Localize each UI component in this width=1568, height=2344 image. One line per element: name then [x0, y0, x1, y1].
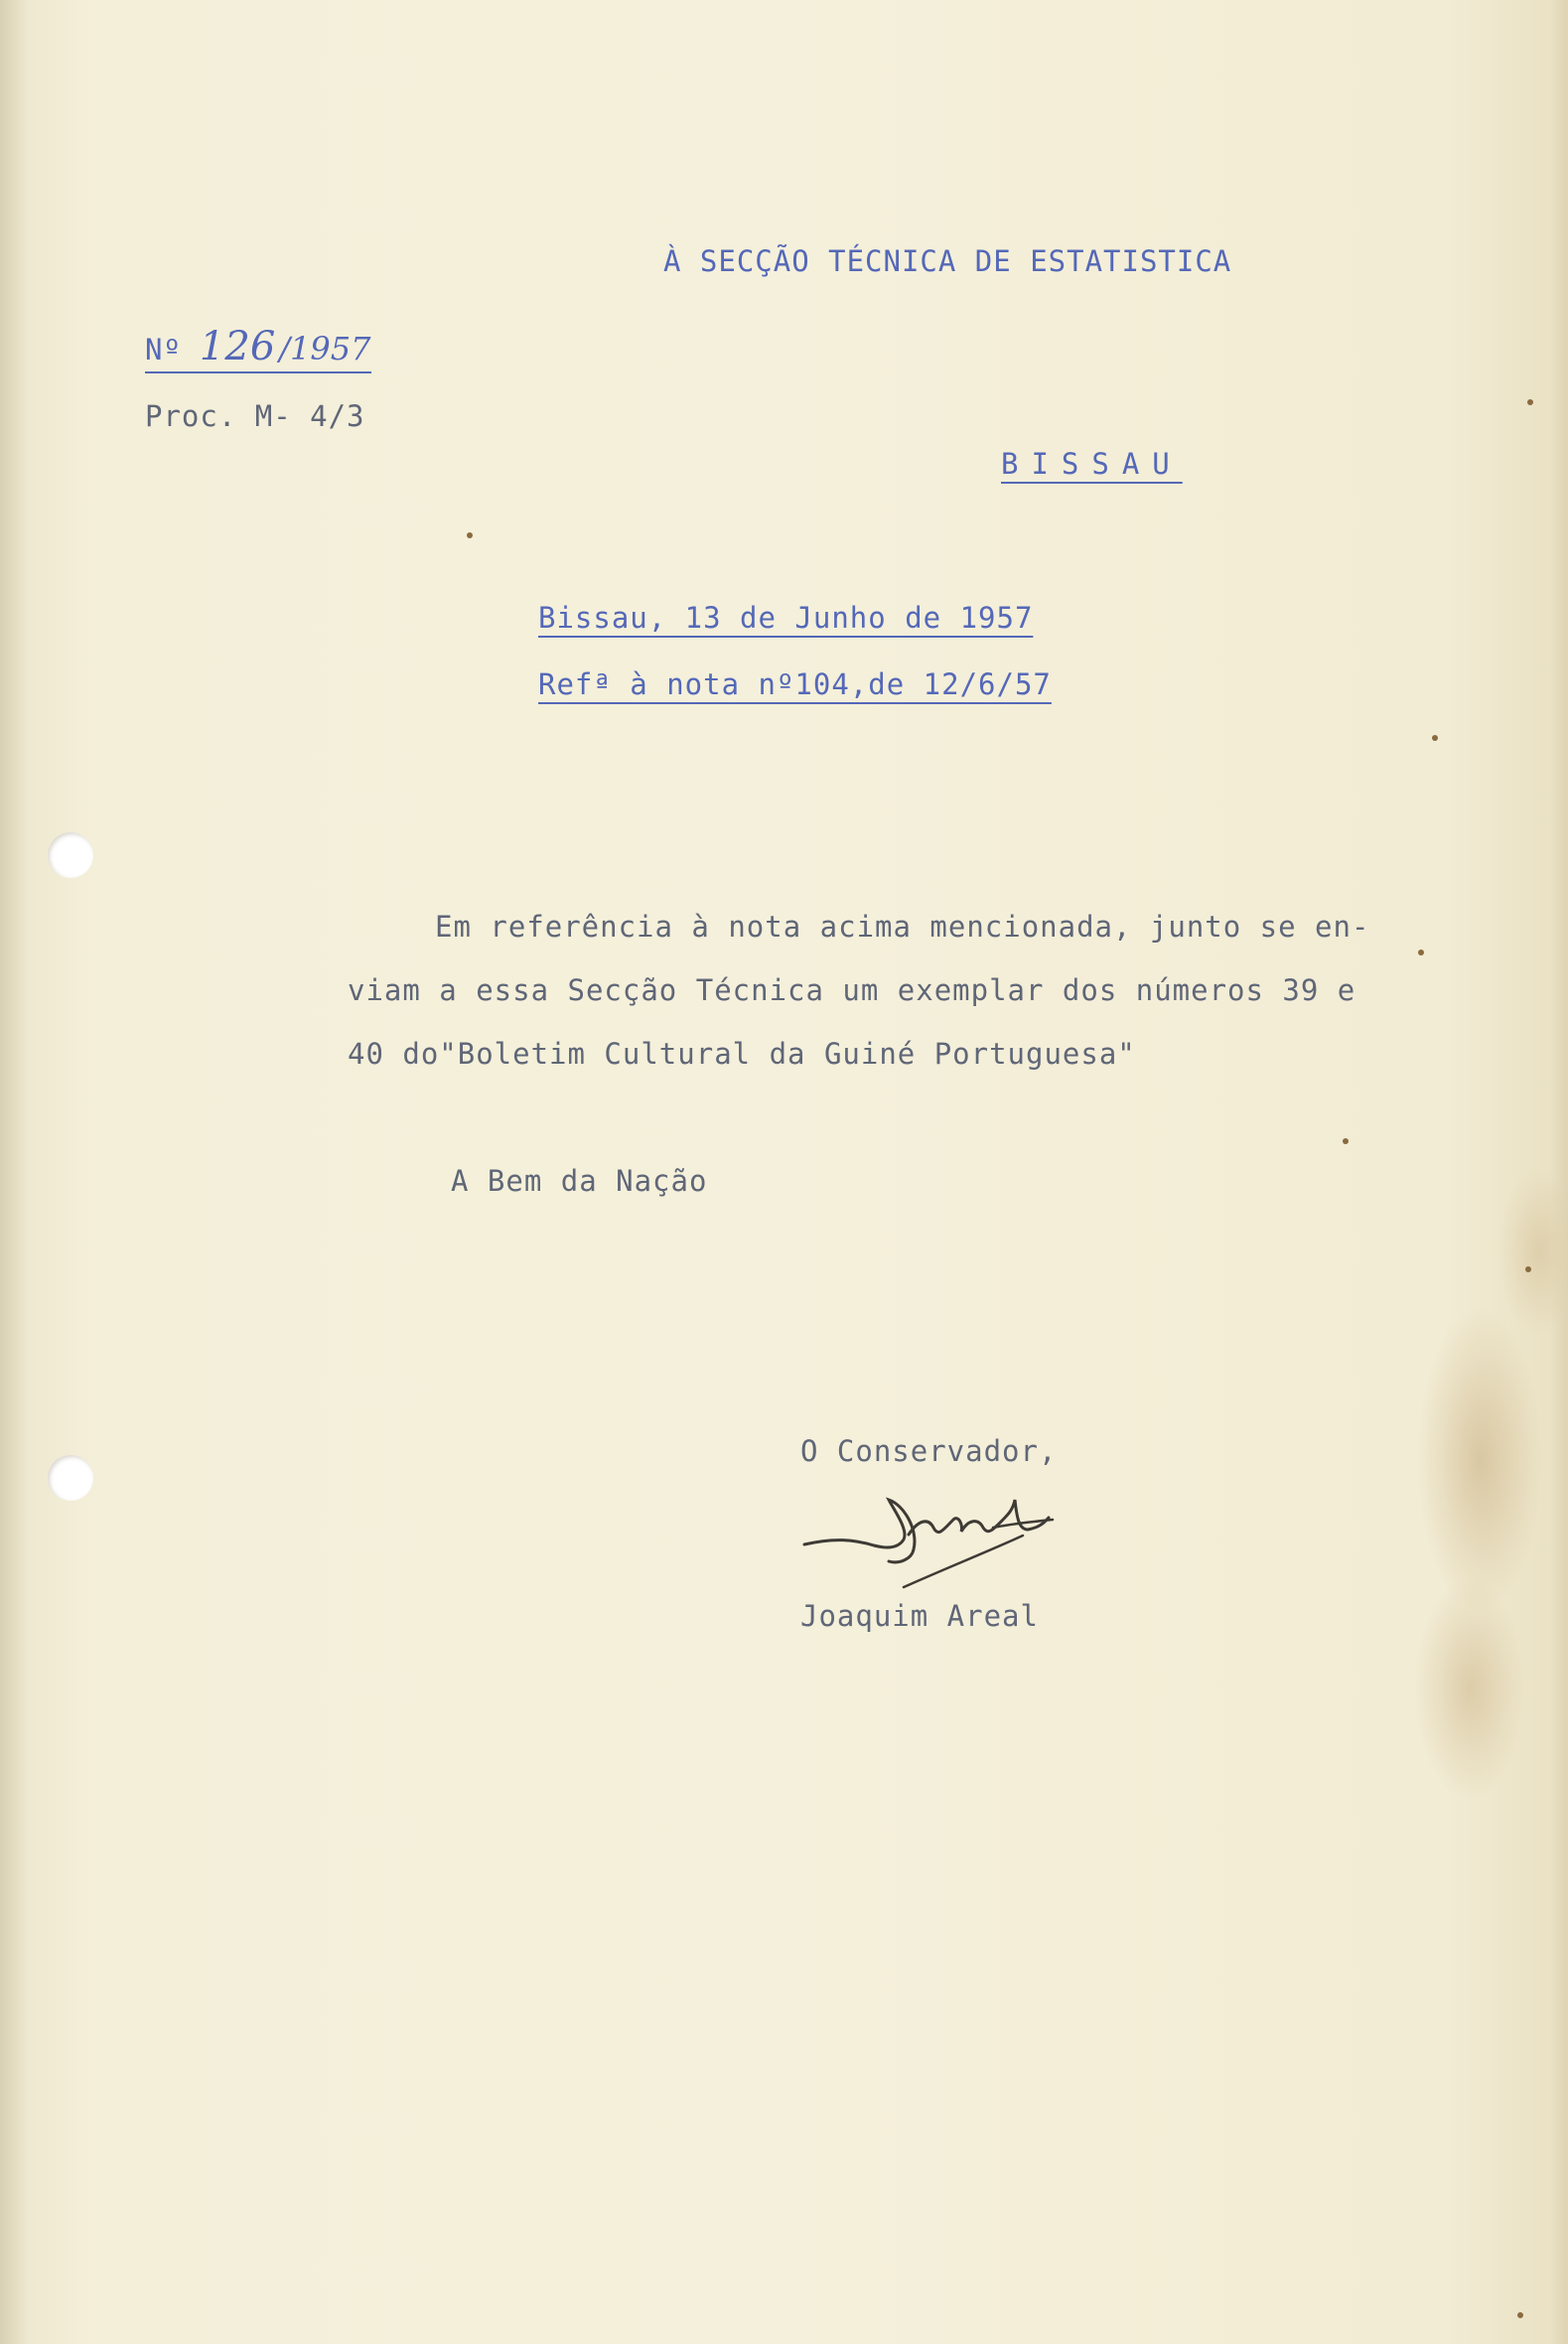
dateline-date: Bissau, 13 de Junho de 1957	[538, 601, 1034, 635]
paper-speck	[1517, 2312, 1523, 2318]
paper-speck	[1432, 735, 1438, 741]
body-line-3: 40 do"Boletim Cultural da Guiné Portuguesa"	[348, 1037, 1136, 1071]
left-edge-shadow	[0, 0, 28, 2344]
dateline-ref-note: Refª à nota nº104,de 12/6/57	[538, 667, 1052, 701]
paper-speck	[1418, 950, 1424, 955]
process-code: Proc. M- 4/3	[145, 399, 365, 433]
paper-speck	[1525, 1266, 1531, 1272]
number-year: 1957	[290, 330, 371, 367]
paper-speck	[467, 532, 473, 538]
closing-salutation: A Bem da Nação	[451, 1164, 708, 1198]
addressee: À SECÇÃO TÉCNICA DE ESTATISTICA	[663, 244, 1232, 278]
handwritten-signature	[794, 1470, 1082, 1599]
body-line-2: viam a essa Secção Técnica um exemplar dos números 39 e	[348, 973, 1356, 1007]
paper-speck	[1343, 1138, 1349, 1144]
paper-speck	[1527, 399, 1533, 405]
number-prefix: Nº	[145, 333, 182, 366]
punch-hole-bottom	[48, 1455, 93, 1501]
body-line-1: Em referência à nota acima mencionada, junto se en-	[435, 910, 1370, 944]
handwritten-number: 126	[199, 324, 276, 369]
signatory-name: Joaquim Areal	[800, 1599, 1039, 1633]
right-edge-stain	[1550, 0, 1568, 2344]
reference-number: Nº 126 /1957	[145, 324, 371, 373]
signatory-role: O Conservador,	[800, 1434, 1058, 1468]
city-heading: BISSAU	[1001, 447, 1183, 481]
punch-hole-top	[48, 832, 93, 878]
